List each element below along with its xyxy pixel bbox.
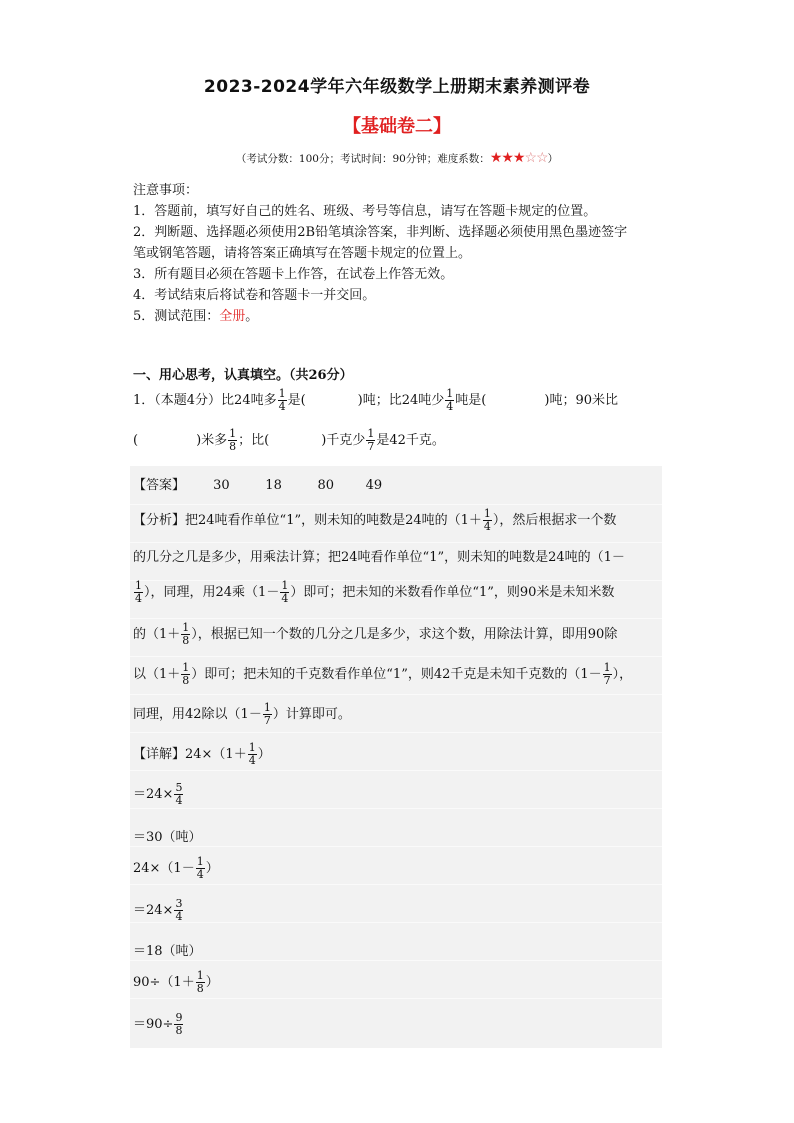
fraction [174,782,183,807]
page-subtitle: 【基础卷二】 [343,116,451,137]
detail-text: 24×（1－ [133,861,195,876]
detail-text: ） [257,747,271,762]
section-1-heading: 一、用心思考，认真填空。（共26分） [133,368,353,383]
frac-den: 4 [281,592,289,605]
frac-den: 8 [196,982,204,995]
difficulty-stars [490,150,548,166]
note-item-5 [133,306,627,327]
detail-text: 【详解】24×（1＋ [133,747,247,762]
detail-text: ） [205,861,219,876]
q1-text: 1．（本题4分）比24吨多 [133,393,277,408]
exam-info-text: （考试分数：100分；考试时间：90分钟；难度系数： [235,153,490,165]
fraction [445,388,454,413]
analysis-text: ），根据已知一个数的几分之几是多少，求这个数，用除法计算，即用90除 [191,627,618,642]
analysis-text: ）计算即可。 [272,707,351,722]
analysis-line-1 [133,508,616,533]
frac-num: 1 [182,661,190,674]
frac-num: 1 [603,661,611,674]
fraction [278,388,287,413]
answer-value: 80 [317,478,334,493]
frac-den: 4 [175,910,183,923]
frac-num: 1 [446,387,454,400]
fraction [248,742,257,767]
detail-line-7 [133,970,219,995]
page-title: 2023-2024学年六年级数学上册期末素养测评卷 [203,77,591,97]
q1-text: 是( [287,393,306,408]
note-item-5-suffix: 。 [245,309,259,324]
answer-value: 30 [213,478,230,493]
answer-value: 18 [265,478,282,493]
fraction [174,1012,183,1037]
frac-den: 4 [175,794,183,807]
fraction [483,508,492,533]
frac-den: 8 [182,634,190,647]
exam-info-suffix: ） [547,153,559,165]
analysis-line-5 [133,662,632,687]
analysis-line-2: 的几分之几是多少，用乘法计算；把24吨看作单位“1”，则未知的吨数是24吨的（1－ [133,550,625,565]
frac-num: 1 [281,579,289,592]
frac-den: 4 [446,400,454,413]
fraction [181,662,190,687]
detail-line-4 [133,856,219,881]
analysis-text: 同理，用42除以（1－ [133,707,262,722]
exam-info [0,150,794,166]
detail-text: ） [205,975,219,990]
detail-text: ＝24× [133,903,174,918]
frac-num: 1 [135,579,142,592]
frac-num: 1 [196,969,204,982]
note-item-3: 3．所有题目必须在答题卡上作答，在试卷上作答无效。 [133,267,454,282]
note-item-2a: 2．判断题、选择题必须使用2B铅笔填涂答案，非判断、选择题必须使用黑色墨迹签字 [133,225,628,240]
test-scope: 全册 [219,309,246,324]
fraction [196,856,205,881]
q1-text: )吨；比24吨少 [357,393,445,408]
fraction [366,428,375,453]
note-item-5-prefix: 5．测试范围： [133,309,220,324]
fraction [174,898,183,923]
frac-den: 4 [278,400,286,413]
detail-line-2 [133,782,184,807]
frac-num: 3 [175,897,183,910]
analysis-text: ），同理，用24乘（1－ [144,585,280,600]
frac-num: 1 [182,621,190,634]
note-item-2b: 笔或钢笔答题，请将答案正确填写在答题卡规定的位置上。 [133,246,472,261]
frac-num: 1 [278,387,286,400]
analysis-text: 【分析】把24吨看作单位“1”，则未知的吨数是24吨的（1＋ [133,513,482,528]
frac-den: 7 [263,714,271,727]
frac-den: 7 [603,674,611,687]
frac-den: 4 [135,592,142,605]
frac-num: 1 [483,507,491,520]
q1-text: ( [133,433,139,448]
frac-num: 1 [263,701,271,714]
fraction [603,662,612,687]
fraction [280,580,289,605]
detail-text: 90÷（1＋ [133,975,195,990]
notes-block [133,180,627,327]
frac-den: 8 [182,674,190,687]
detail-line-6: ＝18（吨） [133,944,202,959]
frac-num: 9 [175,1011,183,1024]
note-item-1: 1．答题前，填写好自己的姓名、班级、考号等信息，请写在答题卡规定的位置。 [133,204,597,219]
frac-num: 1 [248,741,256,754]
notes-heading: 注意事项： [133,183,199,198]
detail-line-5 [133,898,184,923]
frac-num: 5 [175,781,183,794]
frac-den: 4 [483,520,491,533]
analysis-line-3 [133,580,614,605]
analysis-text: 以（1＋ [133,667,181,682]
fraction [181,622,190,647]
analysis-text: ）即可；把未知的千克数看作单位“1”，则42千克是未知千克数的（1－ [191,667,602,682]
fraction [196,970,205,995]
star-empty-icon: ☆☆ [524,150,548,166]
q1-text: )吨；90米比 [544,393,618,408]
analysis-text: ），然后根据求一个数 [492,513,617,528]
q1-text: )米多 [196,433,228,448]
analysis-line-6 [133,702,351,727]
detail-line-3: ＝30（吨） [133,830,202,845]
frac-den: 4 [248,754,256,767]
frac-den: 8 [229,440,237,453]
answer-label: 【答案】 [133,478,186,493]
detail-text: ＝90÷ [133,1017,174,1032]
answer-value: 49 [365,478,383,493]
detail-line-1 [133,742,271,767]
frac-num: 1 [367,427,375,440]
analysis-text: ）， [612,667,633,682]
question-1-line-1 [133,388,618,413]
star-filled-icon: ★★★ [489,150,525,166]
analysis-line-4 [133,622,617,647]
note-item-4: 4．考试结束后将试卷和答题卡一并交回。 [133,288,376,303]
answer-line [133,474,396,493]
frac-num: 1 [196,855,204,868]
fraction [228,428,237,453]
q1-text: 吨是( [455,393,487,408]
detail-text: ＝24× [133,787,174,802]
q1-text: ；比( [238,433,270,448]
frac-den: 8 [175,1024,183,1037]
q1-text: )千克少 [321,433,366,448]
frac-den: 7 [367,440,375,453]
analysis-text: ）即可；把未知的米数看作单位“1”，则90米是未知米数 [290,585,615,600]
fraction [263,702,272,727]
analysis-text: 的（1＋ [133,627,181,642]
frac-num: 1 [229,427,237,440]
q1-text: 是42千克。 [376,433,445,448]
question-1-line-2 [133,428,445,453]
detail-line-8 [133,1012,184,1037]
frac-den: 4 [196,868,204,881]
fraction [134,580,143,605]
